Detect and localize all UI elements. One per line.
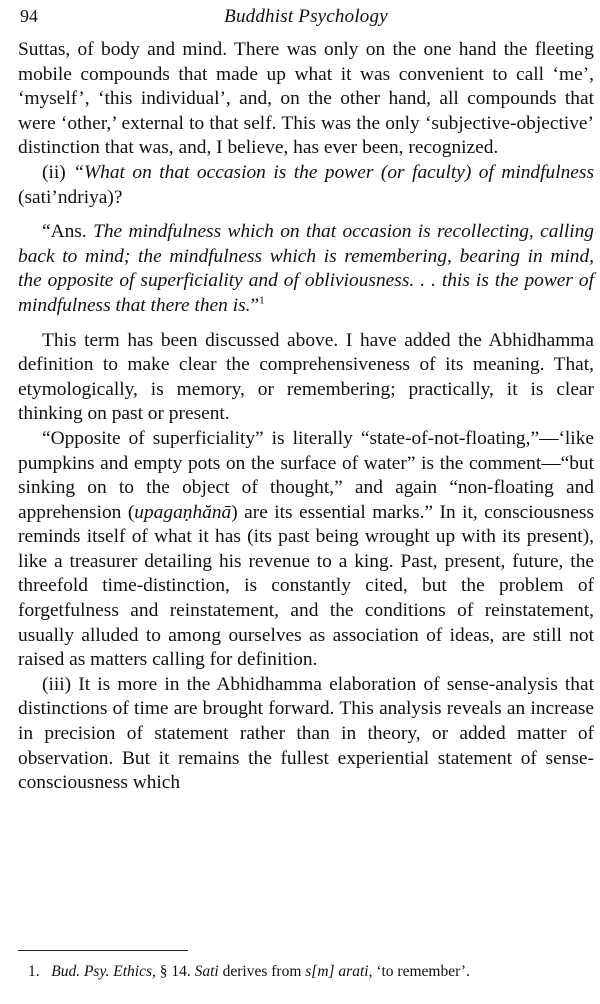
paragraph-text-b: ) are its essential marks.” In it, consciousness reminds itself of what it has (its past being wrought up with its present), like a treasurer detailing his revenue to a king. Past, present, future, the threefold time-distinction, is constantly cited, but the problem of forgetfulness and reinstatement, and the conditions of reinstatement, usually alluded to among ourselves as association of ideas, are still not raised as matters calling for definition. — [18, 501, 594, 671]
quote-italic: The mindfulness which on that occasion is recollecting, calling back to mind; the mindfulness which is remembering, bearing in mind, the opposite of superficiality and of obliviousness. . . this is the power of mindfulness that there then is. — [18, 221, 594, 316]
page-body — [18, 38, 594, 796]
page-number: 94 — [20, 6, 38, 26]
footnote-text-b: derives from — [218, 963, 306, 980]
question-number: (ii) — [42, 161, 74, 183]
paragraph-term-discussion: This term has been discussed above. I have added the Abhidhamma definition to make clear the comprehensiveness of its meaning. That, etymologically, is memory, or remembering; practically, it is clear thinking on past or present. — [18, 329, 594, 425]
running-head: Buddhist Psychology — [224, 6, 388, 27]
paragraph-text-a: “Opposite of superficiality” is literally “state-of-not-floating,”—‘like pumpkins and empty pots on the surface of water” is the comment—“but sinking on to the object of thought,” and again “non-floating and apprehension ( — [18, 427, 594, 523]
footnote-text-c: ‘to remember’. — [372, 963, 470, 980]
footnote — [28, 962, 594, 982]
paragraph-sense-analysis: (iii) It is more in the Abhidhamma elaboration of sense-analysis that distinctions of time are brought forward. This analysis reveals an increase in precision of statement rather than in theory, or added matter of observation. But it remains the fullest experiential statement of sense-consciousness which — [18, 673, 594, 794]
pali-term: upagaṇhănā — [134, 501, 232, 523]
footnote-reference: 1 — [259, 294, 265, 307]
paragraph-superficiality — [18, 427, 594, 673]
footnote-number: 1. — [28, 963, 40, 980]
book-page — [18, 0, 594, 980]
footnote-term-sati: Sati — [194, 963, 219, 980]
paragraph-question-ii — [18, 161, 594, 210]
question-italic: “What on that occasion is the power (or faculty) of mindfulness — [73, 161, 594, 183]
footnote-etymology: s[m] arati, — [305, 963, 373, 980]
block-quote-answer — [18, 220, 594, 318]
quote-lead: “Ans. — [42, 221, 94, 243]
question-suffix: (sati’ndriya)? — [18, 186, 123, 208]
footnote-divider — [18, 950, 188, 951]
paragraph-continuation: Suttas, of body and mind. There was only on the one hand the fleeting mobile compounds that made up what it was convenient to call ‘me’, ‘myself’, ‘this individual’, and, on the other hand, all compounds that were ‘other,’ external to that self. This was the only ‘subjective-objective’ distinction that was, and, I believe, has ever been, recognized. — [18, 39, 594, 159]
page-header — [18, 0, 594, 38]
footnote-source: Bud. Psy. Ethics, — [51, 963, 156, 980]
quote-close: ” — [250, 294, 260, 316]
footnote-text-a: § 14. — [155, 963, 195, 980]
